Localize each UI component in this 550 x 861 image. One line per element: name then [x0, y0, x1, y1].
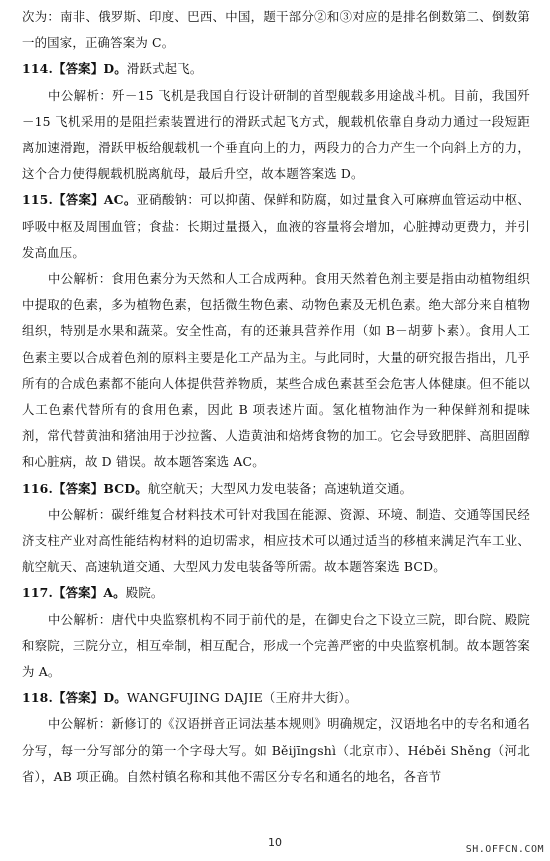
analysis-114: 中公解析：歼－15 飞机是我国自行设计研制的首型舰载多用途战斗机。目前，我国歼－15 飞机采用的是阻拦索装置进行的滑跃式起飞方式，舰载机依靠自身动力通过一段短距离加速滑跑，滑跃甲板给舰载机一个垂直向上的力，两段力的合力产生一个向斜上方的力，这个合力使得舰载机脱离航母，最后升空，故本题答案选 D。	[22, 87, 530, 182]
answer-116-head: 116.【答案】BCD。	[22, 480, 148, 496]
page-number: 10	[268, 836, 282, 849]
answer-114-head: 114.【答案】D。	[22, 61, 127, 77]
answer-118	[22, 685, 530, 711]
analysis-117: 中公解析：唐代中央监察机构不同于前代的是，在御史台之下设立三院，即台院、殿院和察院，三院分立，相互牵制，相互配合，形成一个完善严密的中央监察机制。故本题答案为 A。	[22, 611, 530, 680]
answer-117-text: 殿院。	[125, 585, 164, 601]
answer-118-text: WANGFUJING DAJIE（王府井大街）。	[126, 690, 358, 706]
answer-114-text: 滑跃式起飞。	[126, 61, 203, 77]
answer-116	[22, 476, 530, 502]
answer-118-head: 118.【答案】D。	[22, 690, 127, 706]
answer-117-head: 117.【答案】A。	[22, 585, 126, 601]
paragraph-continuation: 次为：南非、俄罗斯、印度、巴西、中国，题干部分②和③对应的是排名倒数第二、倒数第一的国家，正确答案为 C。	[22, 9, 530, 51]
analysis-116: 中公解析：碳纤维复合材料技术可针对我国在能源、资源、环境、制造、交通等国民经济支柱产业对高性能结构材料的迫切需求，相应技术可以通过适当的移植来满足汽车工业、航空航天、高速轨道交通、大型风力发电装备等所需。故本题答案选 BCD。	[22, 506, 530, 575]
analysis-118: 中公解析：新修订的《汉语拼音正词法基本规则》明确规定，汉语地名中的专名和通名分写，每一分写部分的第一个字母大写。如 Běijīngshì（北京市）、Héběi Shěng（河北省），AB 项正确。自然村镇名称和其他不需区分专名和通名的地名，各音节	[22, 716, 530, 784]
analysis-115: 中公解析：食用色素分为天然和人工合成两种。食用天然着色剂主要是指由动植物组织中提取的色素，多为植物色素，包括微生物色素、动物色素及无机色素。绝大部分来自植物组织，特别是水果和蔬菜。安全性高，有的还兼具营养作用（如 B－胡萝卜素）。食用人工色素主要以合成着色剂的原料主要是化工产品为主。与此同时，大量的研究报告指出，几乎所有的合成色素都不能向人体提供营养物质，某些合成色素甚至会危害人体健康。但不能以人工色素代替所有的食用色素，因此 B 项表述片面。氢化植物油作为一种保鲜剂和提味剂，常代替黄油和猪油用于沙拉酱、人造黄油和焙烤食物的加工。它会导致肥胖、高胆固醇和心脏病，故 D 错误。故本题答案选 AC。	[22, 271, 530, 470]
document-body	[22, 4, 530, 790]
answer-114	[22, 56, 530, 82]
site-watermark: SH.OFFCN.COM	[465, 844, 544, 855]
answer-117	[22, 580, 530, 606]
answer-116-text: 航空航天；大型风力发电装备；高速轨道交通。	[147, 480, 413, 496]
answer-115-head: 115.【答案】AC。	[22, 192, 137, 208]
answer-115	[22, 187, 530, 266]
answer-115-text: 亚硝酸钠：可以抑菌、保鲜和防腐，如过量食入可麻痹血管运动中枢、呼吸中枢及周围血管；食盐：长期过量摄入，血液的容量将会增加，心脏搏动更费力，并引发高血压。	[22, 192, 530, 260]
